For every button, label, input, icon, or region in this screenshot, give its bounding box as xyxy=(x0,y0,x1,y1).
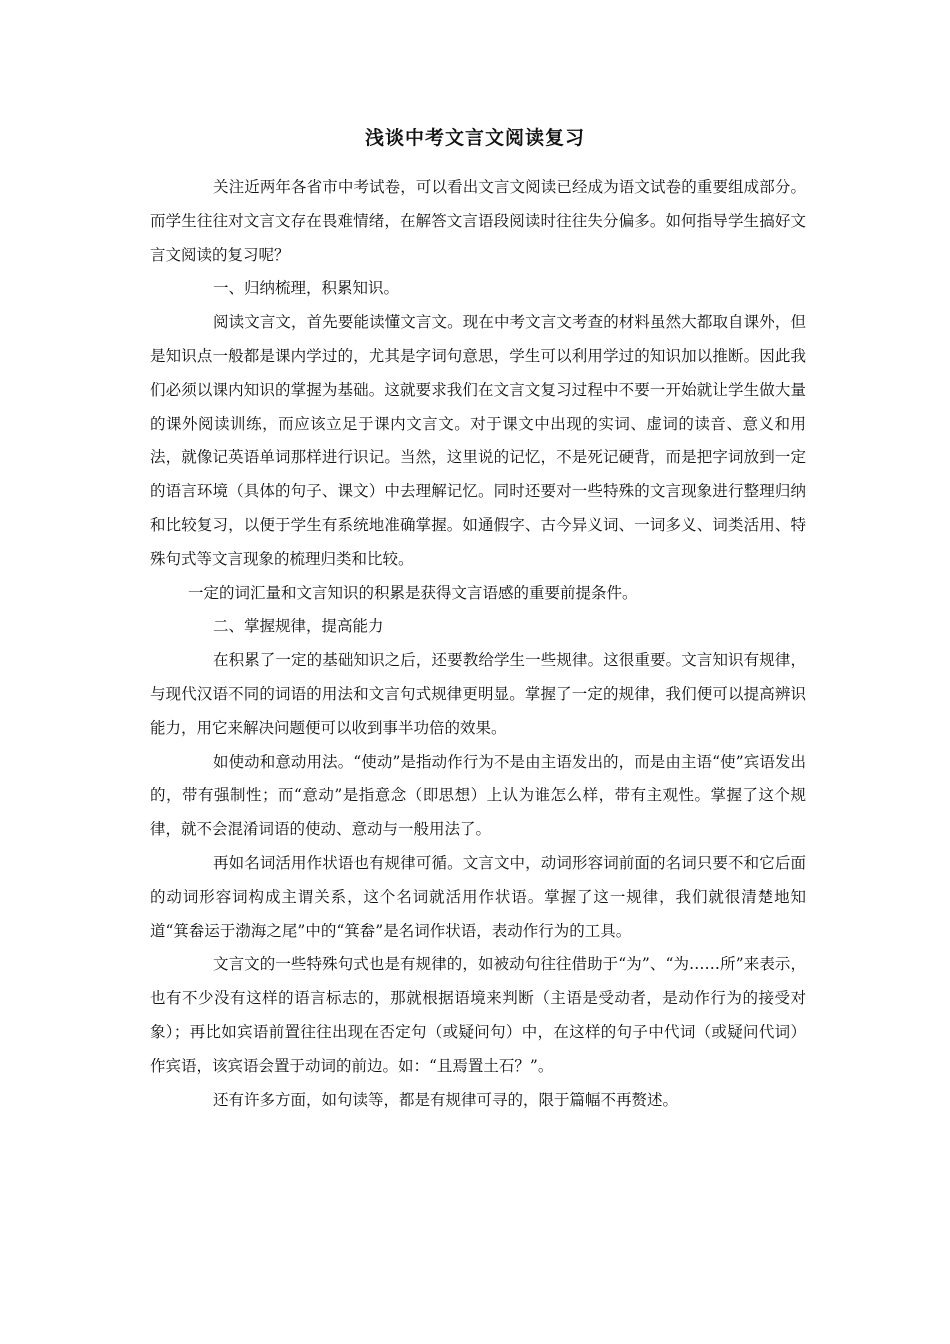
section-heading-2: 二、掌握规律，提高能力 xyxy=(213,617,384,636)
document-body xyxy=(150,171,806,1117)
document-title: 浅谈中考文言文阅读复习 xyxy=(364,127,585,149)
paragraph-causative-usage: 如使动和意动用法。“使动”是指动作行为不是由主语发出的，而是由主语“使”宾语发出的，带有强制性；而“意动”是指意念（即思想）上认为谁怎么样，带有主观性。掌握了这个规律，就不会混淆词语的使动、意动与一般用法了。 xyxy=(150,752,806,839)
paragraph-conclusion: 还有许多方面，如句读等，都是有规律可寻的，限于篇幅不再赘述。 xyxy=(213,1090,679,1109)
paragraph-intro: 关注近两年各省市中考试卷，可以看出文言文阅读已经成为语文试卷的重要组成部分。而学生往往对文言文存在畏难情绪，在解答文言语段阅读时往往失分偏多。如何指导学生搞好文言文阅读的复习呢？ xyxy=(150,178,806,264)
paragraph-noun-adverbial: 再如名词活用作状语也有规律可循。文言文中，动词形容词前面的名词只要不和它后面的动词形容词构成主谓关系，这个名词就活用作状语。掌握了这一规律，我们就很清楚地知道“箕畚运于渤海之尾”中的“箕畚”是名词作状语，表动作行为的工具。 xyxy=(150,853,806,940)
paragraph-special-sentences: 文言文的一些特殊句式也是有规律的，如被动句往往借助于“为”、“为……所”来表示，也有不少没有这样的语言标志的，那就根据语境来判断（主语是受动者，是动作行为的接受对象）；再比如宾语前置往往出现在否定句（或疑问句）中，在这样的句子中代词（或疑问代词）作宾语，该宾语会置于动词的前边。如：“且焉置土石？”。 xyxy=(150,955,806,1075)
paragraph-section-2-intro: 在积累了一定的基础知识之后，还要教给学生一些规律。这很重要。文言知识有规律，与现代汉语不同的词语的用法和文言句式规律更明显。掌握了一定的规律，我们便可以提高辨识能力，用它来解决问题便可以收到事半功倍的效果。 xyxy=(150,651,806,737)
section-heading-1: 一、归纳梳理，积累知识。 xyxy=(213,279,400,298)
paragraph-section-1: 阅读文言文，首先要能读懂文言文。现在中考文言文考查的材料虽然大都取自课外，但是知识点一般都是课内学过的，尤其是字词句意思，学生可以利用学过的知识加以推断。因此我们必须以课内知识的掌握为基础。这就要求我们在文言文复习过程中不要一开始就让学生做大量的课外阅读训练，而应该立足于课内文言文。对于课文中出现的实词、虚词的读音、意义和用法，就像记英语单词那样进行识记。当然，这里说的记忆，不是死记硬背，而是把字词放到一定的语言环境（具体的句子、课文）中去理解记忆。同时还要对一些特殊的文言现象进行整理归纳和比较复习，以便于学生有系统地准确掌握。如通假字、古今异义词、一词多义、词类活用、特殊句式等文言现象的梳理归类和比较。 xyxy=(150,313,806,568)
paragraph-section-1-summary: 一定的词汇量和文言知识的积累是获得文言语感的重要前提条件。 xyxy=(188,583,638,602)
